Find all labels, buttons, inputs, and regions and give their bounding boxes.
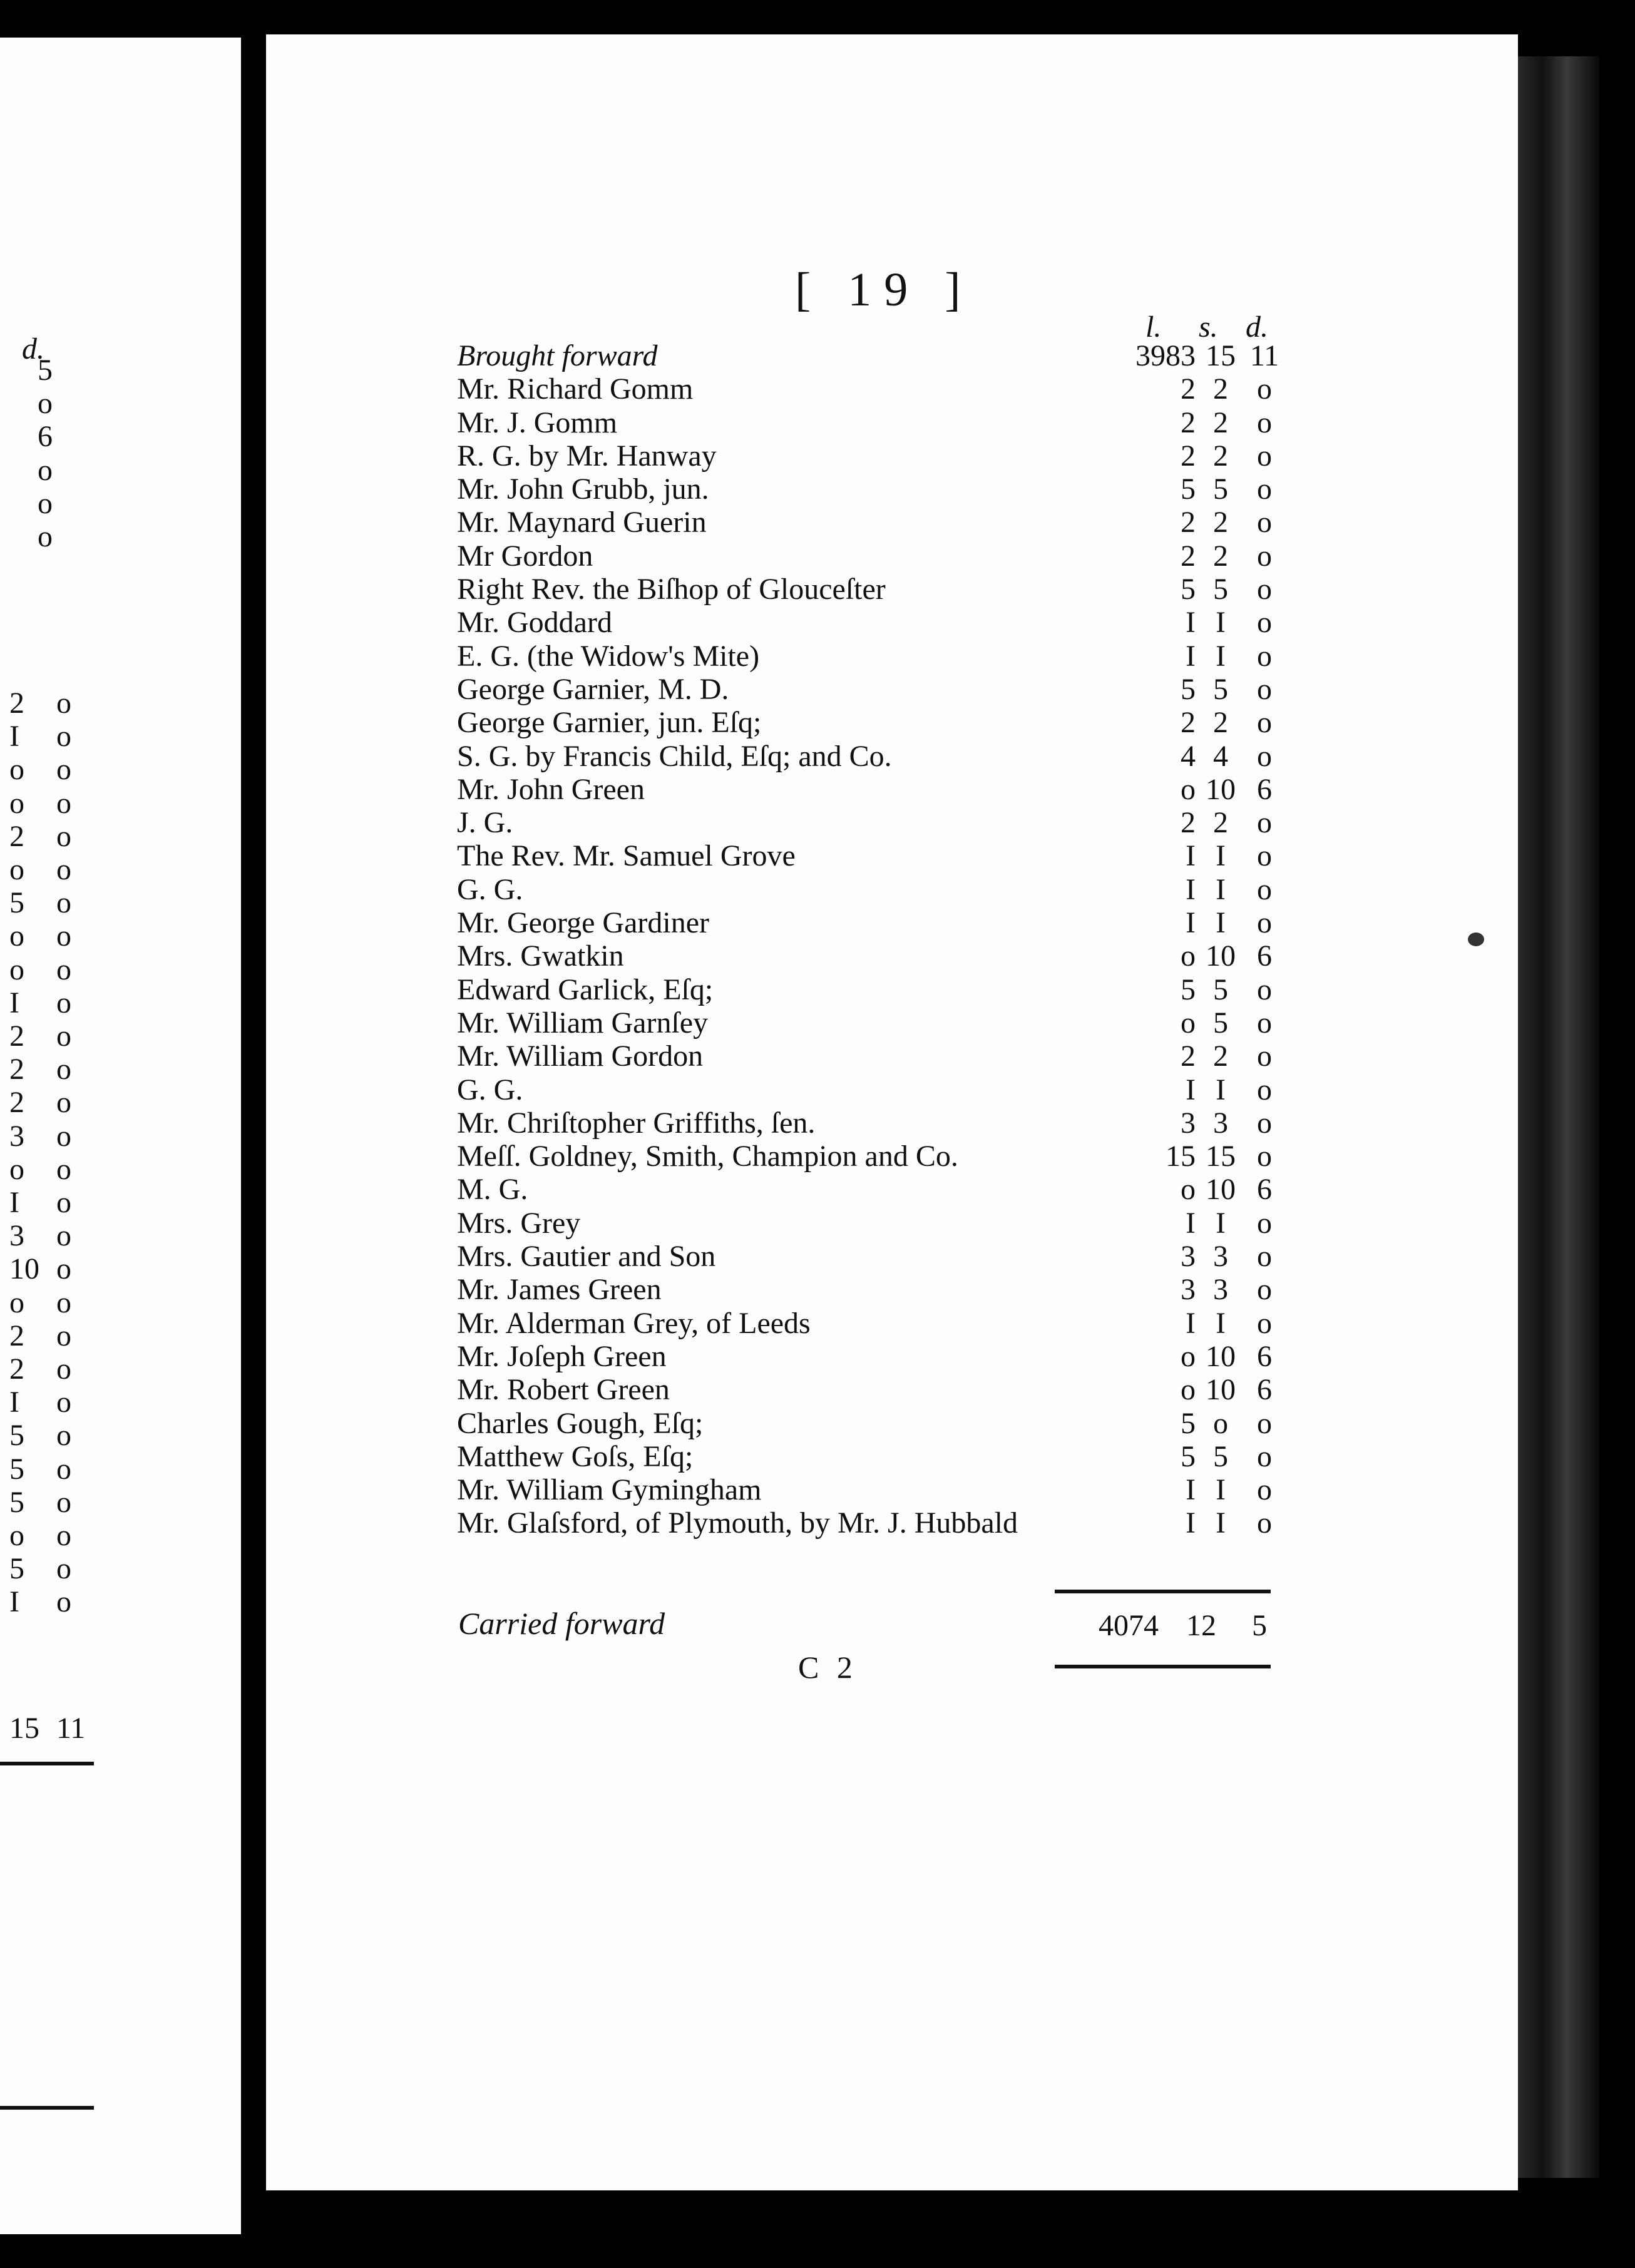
signature-mark: C 2 (798, 1650, 858, 1685)
subscriber-name: Mr Gordon (457, 539, 593, 573)
left-amount-d: o (56, 1285, 71, 1319)
amount-pounds: I (1186, 1473, 1196, 1507)
amount-pence: o (1257, 1206, 1272, 1240)
amount-pounds: I (1186, 1206, 1196, 1240)
left-amount-s: 5 (9, 886, 24, 920)
subscriber-name: M. G. (457, 1173, 528, 1207)
amount-shillings: I (1216, 906, 1226, 940)
left-total-d: 11 (56, 1712, 86, 1745)
amount-pounds: I (1186, 606, 1196, 640)
amount-pence: o (1257, 1273, 1272, 1307)
subscriber-row (457, 439, 1271, 472)
left-amount-d: o (56, 1086, 71, 1120)
subscriber-row (457, 640, 1271, 673)
subscriber-name: Mr. William Garnſey (457, 1006, 709, 1040)
amount-shillings: 10 (1206, 1173, 1236, 1207)
amount-pounds: 15 (1166, 1140, 1196, 1173)
amount-pounds: o (1181, 1373, 1196, 1407)
amount-shillings: 5 (1213, 973, 1228, 1006)
subscriber-name: Right Rev. the Biſhop of Glouceſter (457, 573, 886, 606)
amount-pounds: 3 (1181, 1106, 1196, 1140)
amount-shillings: 5 (1213, 1439, 1228, 1473)
amount-pounds: 5 (1181, 1439, 1196, 1473)
amount-pence: o (1257, 1040, 1272, 1073)
carried-forward-pence: 5 (1252, 1609, 1267, 1642)
book-gutter (241, 0, 266, 2268)
left-amount-s: o (9, 1152, 24, 1186)
amount-pence: o (1257, 1006, 1272, 1040)
subscriber-row (457, 1340, 1271, 1373)
subscriber-name: Mr. George Gardiner (457, 906, 709, 940)
left-amount-d: o (56, 687, 71, 720)
left-amount-d: o (56, 1452, 71, 1486)
left-amount-s: 2 (9, 1019, 24, 1053)
amount-shillings: I (1216, 1306, 1226, 1340)
amount-shillings: 5 (1213, 573, 1228, 606)
subscriber-name: Mr. Richard Gomm (457, 372, 694, 406)
amount-pence: 6 (1257, 1339, 1272, 1373)
left-amount-s: 5 (9, 1419, 24, 1453)
left-amount-s: 2 (9, 1053, 24, 1086)
amount-pounds: I (1186, 1506, 1196, 1540)
amount-shillings: 10 (1206, 772, 1236, 806)
left-amount-s: I (9, 1386, 19, 1419)
left-amount-s: 3 (9, 1119, 24, 1153)
subscriber-name: Matthew Goſs, Eſq; (457, 1439, 694, 1473)
amount-pounds: 2 (1181, 439, 1196, 472)
total-rule-bottom (1055, 1665, 1271, 1668)
left-amount-d: o (56, 1252, 71, 1286)
left-amount-d: o (56, 1585, 71, 1619)
subscriber-name: Mr. Joſeph Green (457, 1339, 667, 1373)
amount-pence: o (1257, 506, 1272, 539)
subscriber-name: Mrs. Grey (457, 1206, 581, 1240)
left-amount-s: I (9, 1186, 19, 1219)
amount-shillings: 2 (1213, 806, 1228, 840)
amount-pounds: 5 (1181, 672, 1196, 706)
left-amount-s: o (38, 453, 53, 487)
left-rule-top (0, 2106, 94, 2110)
subscriber-name: R. G. by Mr. Hanway (457, 439, 717, 472)
amount-pence: o (1257, 1140, 1272, 1173)
left-amount-d: o (56, 1419, 71, 1453)
left-amount-s: 2 (9, 1352, 24, 1386)
amount-pounds: I (1186, 639, 1196, 673)
subscriber-row (457, 673, 1271, 706)
subscriber-row (457, 1240, 1271, 1273)
left-amount-d: o (56, 1019, 71, 1053)
subscriber-row (457, 740, 1271, 773)
subscriber-name: Charles Gough, Eſq; (457, 1406, 704, 1440)
left-amount-d: o (56, 1152, 71, 1186)
amount-pounds: 5 (1181, 573, 1196, 606)
subscriber-row (457, 1506, 1271, 1540)
amount-shillings: 5 (1213, 1006, 1228, 1040)
subscriber-row (457, 1473, 1271, 1506)
left-amount-s: o (9, 786, 24, 820)
amount-pounds: o (1181, 1006, 1196, 1040)
subscriber-row (457, 1006, 1271, 1040)
amount-shillings: 3 (1213, 1273, 1228, 1307)
column-head-shillings: s. (1199, 310, 1218, 344)
amount-pence: o (1257, 1073, 1272, 1106)
amount-pounds: 2 (1181, 406, 1196, 439)
amount-pounds: 2 (1181, 706, 1196, 740)
amount-pence: o (1257, 439, 1272, 472)
subscriber-row (457, 906, 1271, 939)
amount-shillings: I (1216, 839, 1226, 873)
left-amount-s: o (9, 1519, 24, 1552)
left-amount-s: 2 (9, 1086, 24, 1120)
amount-shillings: I (1216, 872, 1226, 906)
left-amount-s: o (9, 953, 24, 986)
left-amount-s: o (9, 853, 24, 886)
subscriber-row (457, 773, 1271, 806)
amount-pence: o (1257, 539, 1272, 573)
amount-shillings: 5 (1213, 472, 1228, 506)
subscriber-name: Mr. William Gymingham (457, 1473, 762, 1507)
amount-pence: o (1257, 406, 1272, 439)
amount-pounds: 4 (1181, 739, 1196, 773)
amount-pence: o (1257, 1306, 1272, 1340)
subscriber-name: G. G. (457, 1073, 523, 1106)
left-amount-s: o (38, 520, 53, 553)
left-column-header: d. (22, 332, 44, 365)
page-edge (1518, 56, 1599, 2178)
subscriber-name: G. G. (457, 872, 523, 906)
left-amount-s: 6 (38, 420, 53, 454)
amount-pounds: I (1186, 839, 1196, 873)
left-amount-d: o (56, 753, 71, 787)
amount-pounds: 2 (1181, 539, 1196, 573)
amount-pounds: 3 (1181, 1273, 1196, 1307)
subscriber-name: Mr. John Grubb, jun. (457, 472, 709, 506)
amount-shillings: 10 (1206, 1373, 1236, 1407)
subscriber-row (457, 939, 1271, 973)
subscriber-row (457, 573, 1271, 606)
total-rule-top (1055, 1590, 1271, 1593)
amount-shillings: 2 (1213, 372, 1228, 406)
subscriber-row (457, 1106, 1271, 1140)
left-amount-d: o (56, 1186, 71, 1219)
amount-shillings: I (1216, 1206, 1226, 1240)
amount-pounds: 5 (1181, 973, 1196, 1006)
left-amount-d: o (56, 819, 71, 853)
amount-pence: o (1257, 706, 1272, 740)
amount-shillings: 2 (1213, 406, 1228, 439)
amount-pence: 6 (1257, 1373, 1272, 1407)
carried-forward-label: Carried forward (458, 1606, 665, 1641)
ink-blot (1468, 932, 1484, 946)
amount-pence: o (1257, 1406, 1272, 1440)
subscriber-name: E. G. (the Widow's Mite) (457, 639, 760, 673)
amount-pence: o (1257, 1106, 1272, 1140)
subscriber-row (457, 1407, 1271, 1440)
amount-pence: 6 (1257, 1173, 1272, 1207)
subscriber-row (457, 1040, 1271, 1073)
amount-pence: o (1257, 872, 1272, 906)
amount-pence: o (1257, 672, 1272, 706)
left-amount-s: o (9, 1285, 24, 1319)
amount-pounds: I (1186, 1073, 1196, 1106)
amount-shillings: 10 (1206, 1339, 1236, 1373)
subscriber-row (457, 472, 1271, 506)
left-amount-s: 2 (9, 819, 24, 853)
subscriber-row (457, 1207, 1271, 1240)
subscriber-name: Mr. Chriſtopher Griffiths, ſen. (457, 1106, 816, 1140)
subscriber-row (457, 839, 1271, 872)
left-amount-d: o (56, 1053, 71, 1086)
amount-shillings: 3 (1213, 1240, 1228, 1274)
amount-shillings: I (1216, 1073, 1226, 1106)
left-amount-s: 5 (9, 1552, 24, 1586)
column-head-pence: d. (1246, 310, 1268, 344)
subscriber-name: Mr. Robert Green (457, 1373, 670, 1407)
subscriber-list (457, 339, 1279, 1540)
subscriber-name: Mr. William Gordon (457, 1040, 704, 1073)
amount-pence: o (1257, 739, 1272, 773)
amount-pounds: o (1181, 1339, 1196, 1373)
left-amount-s: 2 (9, 687, 24, 720)
left-amount-d: o (56, 1386, 71, 1419)
amount-pence: o (1257, 1506, 1272, 1540)
brought-forward-pounds: 3983 (1135, 339, 1196, 372)
subscriber-name: The Rev. Mr. Samuel Grove (457, 839, 796, 873)
amount-shillings: 10 (1206, 939, 1236, 973)
amount-pounds: I (1186, 872, 1196, 906)
subscriber-row (457, 606, 1271, 639)
amount-shillings: 2 (1213, 506, 1228, 539)
left-amount-d: o (56, 953, 71, 986)
amount-shillings: 5 (1213, 672, 1228, 706)
left-amount-s: I (9, 1585, 19, 1619)
left-amount-s: o (38, 486, 53, 520)
left-amount-d: o (56, 1119, 71, 1153)
subscriber-name: Mr. John Green (457, 772, 645, 806)
subscriber-row (457, 1140, 1271, 1173)
subscriber-row (457, 973, 1271, 1006)
subscriber-row (457, 1440, 1271, 1473)
subscriber-name: Mr. Glaſsford, of Plymouth, by Mr. J. Hubbald (457, 1506, 1018, 1540)
subscriber-name: S. G. by Francis Child, Eſq; and Co. (457, 739, 892, 773)
amount-pounds: 3 (1181, 1240, 1196, 1274)
subscriber-name: Mr. Alderman Grey, of Leeds (457, 1306, 811, 1340)
subscriber-row (457, 539, 1271, 573)
brought-forward-shillings: 15 (1206, 339, 1236, 372)
left-total-s: 15 (9, 1712, 39, 1745)
subscriber-row (457, 506, 1271, 539)
subscriber-name: J. G. (457, 806, 513, 840)
amount-pounds: 2 (1181, 506, 1196, 539)
subscriber-row (457, 1273, 1271, 1306)
amount-pence: o (1257, 806, 1272, 840)
left-amount-s: 2 (9, 1319, 24, 1352)
amount-pounds: o (1181, 772, 1196, 806)
subscriber-name: Mr. Goddard (457, 606, 612, 640)
left-amount-d: o (56, 919, 71, 953)
carried-forward-pounds: 4074 (1099, 1609, 1159, 1642)
subscriber-name: Mrs. Gautier and Son (457, 1240, 716, 1274)
amount-pence: o (1257, 573, 1272, 606)
left-amount-s: o (9, 753, 24, 787)
amount-pence: o (1257, 372, 1272, 406)
subscriber-name: Meſſ. Goldney, Smith, Champion and Co. (457, 1140, 958, 1173)
left-amount-d: o (56, 786, 71, 820)
amount-shillings: I (1216, 606, 1226, 640)
amount-shillings: 2 (1213, 706, 1228, 740)
subscriber-row (457, 806, 1271, 839)
amount-pounds: 5 (1181, 1406, 1196, 1440)
left-amount-s: I (9, 986, 19, 1019)
amount-pence: o (1257, 1473, 1272, 1507)
left-amount-d: o (56, 853, 71, 886)
left-amount-s: o (9, 919, 24, 953)
page-number: [ 19 ] (795, 263, 973, 316)
amount-pence: o (1257, 1439, 1272, 1473)
amount-pence: o (1257, 639, 1272, 673)
left-amount-d: o (56, 1519, 71, 1552)
amount-pounds: 2 (1181, 806, 1196, 840)
amount-pounds: 2 (1181, 372, 1196, 406)
amount-pence: o (1257, 1240, 1272, 1274)
left-amount-s: 5 (38, 354, 53, 387)
left-amount-s: 3 (9, 1219, 24, 1253)
subscriber-name: Mr. James Green (457, 1273, 662, 1307)
left-amount-d: o (56, 1219, 71, 1253)
subscriber-name: Mr. J. Gomm (457, 406, 618, 439)
amount-shillings: 4 (1213, 739, 1228, 773)
subscriber-row (457, 372, 1271, 406)
amount-pence: o (1257, 839, 1272, 873)
subscriber-row (457, 1173, 1271, 1206)
left-amount-d: o (56, 1552, 71, 1586)
amount-pounds: I (1186, 906, 1196, 940)
amount-pence: o (1257, 472, 1272, 506)
subscriber-row (457, 1307, 1271, 1340)
amount-pence: o (1257, 973, 1272, 1006)
left-amount-d: o (56, 1319, 71, 1352)
amount-shillings: 3 (1213, 1106, 1228, 1140)
amount-shillings: 2 (1213, 439, 1228, 472)
left-amount-s: 5 (9, 1452, 24, 1486)
subscriber-row (457, 873, 1271, 906)
subscriber-row (457, 706, 1271, 739)
left-amount-s: o (38, 387, 53, 421)
subscriber-name: Mr. Maynard Guerin (457, 506, 707, 539)
amount-pounds: I (1186, 1306, 1196, 1340)
subscriber-name: George Garnier, M. D. (457, 672, 729, 706)
subscriber-row (457, 1073, 1271, 1106)
left-page (0, 38, 241, 2234)
amount-shillings: 2 (1213, 539, 1228, 573)
amount-pounds: 2 (1181, 1040, 1196, 1073)
amount-pence: o (1257, 606, 1272, 640)
left-amount-d: o (56, 1352, 71, 1386)
amount-pence: o (1257, 906, 1272, 940)
left-rule-bottom (0, 1762, 94, 1765)
left-amount-s: 5 (9, 1485, 24, 1519)
amount-pounds: o (1181, 1173, 1196, 1207)
left-amount-s: I (9, 720, 19, 753)
left-amount-d: o (56, 1485, 71, 1519)
amount-shillings: I (1216, 1506, 1226, 1540)
subscriber-row (457, 406, 1271, 439)
carried-forward-shillings: 12 (1186, 1609, 1216, 1642)
left-amount-d: o (56, 986, 71, 1019)
amount-shillings: I (1216, 639, 1226, 673)
left-amount-s: 10 (9, 1252, 39, 1286)
amount-shillings: 2 (1213, 1040, 1228, 1073)
left-amount-d: o (56, 720, 71, 753)
amount-pence: 6 (1257, 772, 1272, 806)
subscriber-name: George Garnier, jun. Eſq; (457, 706, 762, 740)
subscriber-row (457, 1373, 1271, 1406)
column-head-pounds: l. (1146, 310, 1162, 344)
left-amount-d: o (56, 886, 71, 920)
brought-forward-row (457, 339, 1279, 372)
brought-forward-pence: 11 (1249, 339, 1279, 372)
amount-shillings: o (1213, 1406, 1228, 1440)
subscriber-name: Mrs. Gwatkin (457, 939, 624, 973)
amount-pounds: 5 (1181, 472, 1196, 506)
subscriber-name: Edward Garlick, Eſq; (457, 973, 714, 1006)
amount-shillings: 15 (1206, 1140, 1236, 1173)
brought-forward-label: Brought forward (457, 339, 658, 372)
amount-shillings: I (1216, 1473, 1226, 1507)
amount-pounds: o (1181, 939, 1196, 973)
amount-pence: 6 (1257, 939, 1272, 973)
